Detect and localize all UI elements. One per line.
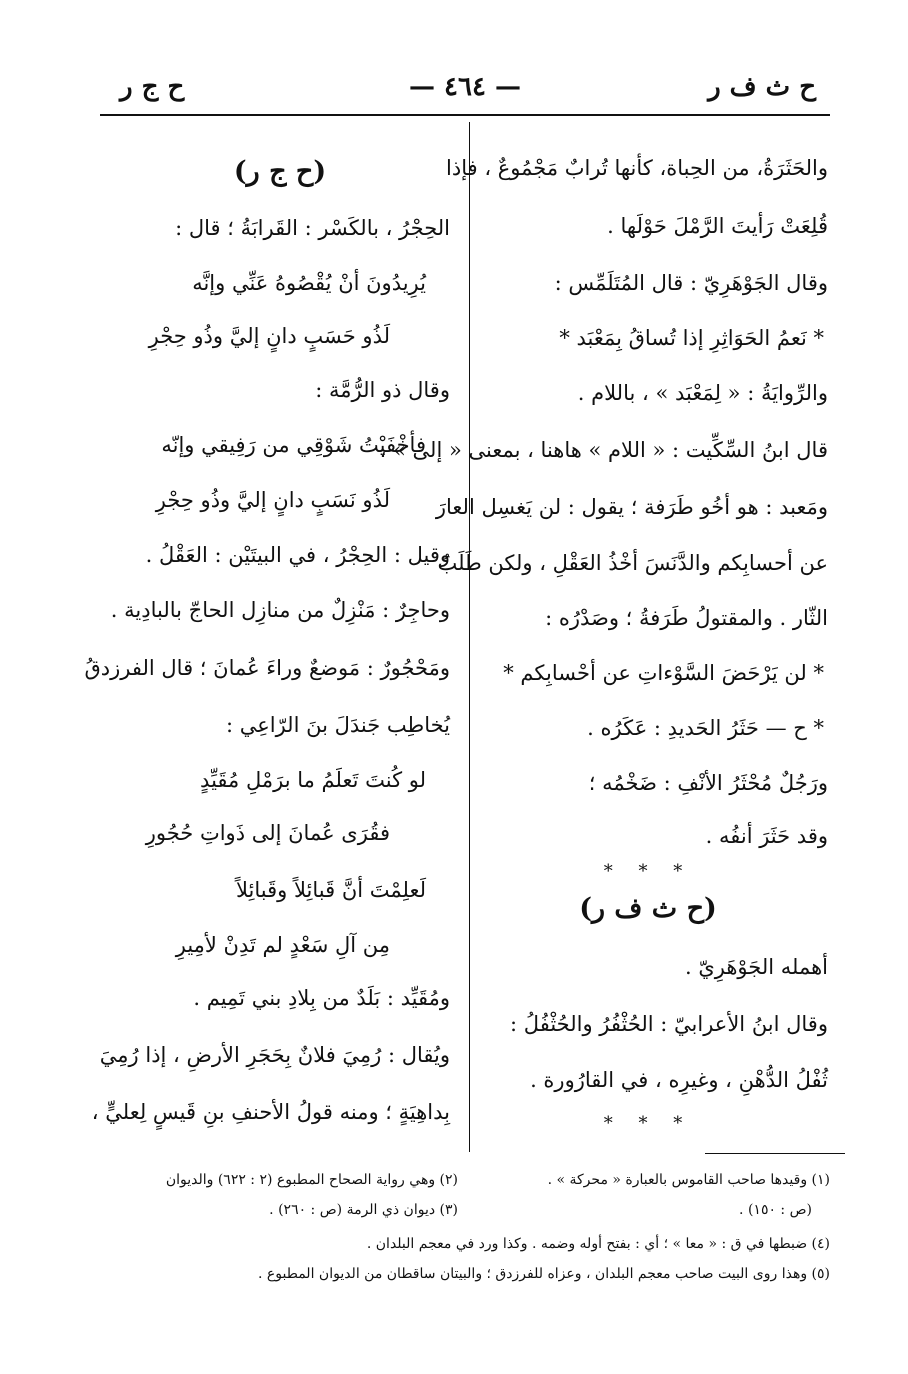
text-line: عن أحسابِكم والدَّنَسَ أخْذُ العَقْلِ ، ولكن طَلَبُ [437, 551, 828, 575]
text-line: ومَحْجُورٌ : مَوضعٌ وراءَ عُمانَ ؛ قال الفرزدقُ [84, 656, 450, 680]
verse-line: فقُرَى عُمانَ إلى ذَواتِ حُجُورِ [145, 821, 390, 845]
footnote: (٢) وهي رواية الصحاح المطبوع (٢ : ٦٢٢) والديوان [165, 1172, 458, 1188]
text-line: ويُقال : رُمِيَ فلانٌ بِحَجَرِ الأرضِ ، إذا رُمِيَ [99, 1043, 450, 1067]
text-line: ورَجُلٌ مُحْثَرُ الأنْفِ : ضَخْمُه ؛ [588, 771, 828, 795]
footnote: (١) وقيدها صاحب القاموس بالعبارة « محركة » . [547, 1172, 830, 1188]
verse-line: لَعلِمْتَ أنَّ قَبائِلاً وقَبائِلاً [236, 878, 426, 902]
section-separator: * * * [603, 861, 693, 882]
text-line: وحاجِرٌ : مَنْزِلٌ من منازِل الحاجّ بالبادِية . [110, 598, 450, 622]
entry-heading: (ح ث ف ر) [579, 893, 717, 924]
text-line: أهمله الجَوْهَرِيّ . [684, 955, 828, 979]
header-left-title: ح ج ر [120, 72, 185, 102]
verse-line: * لن يَرْحَضَ السَّوْءاتِ عن أحْسابِكم * [503, 661, 824, 685]
verse-line: مِن آلِ سَعْدٍ لم تَدِنْ لأمِيرِ [175, 933, 390, 957]
verse-line: لو كُنتَ تَعلَمُ ما برَمْلِ مُقَيِّدٍ [200, 768, 426, 792]
text-line: ومُقَيِّد : بَلَدٌ من بِلادِ بني تَمِيم . [193, 986, 450, 1010]
footnote-rule [705, 1153, 845, 1154]
text-line: والرِّوايَةُ : « لِمَعْبَد » ، باللام . [577, 381, 828, 405]
text-line: قُلِعَتْ رَأيتَ الرَّمْلَ حَوْلَها . [607, 214, 828, 238]
entry-heading: (ح ج ر) [233, 156, 327, 187]
footnote: (ص : ١٥٠) . [739, 1202, 812, 1218]
text-line: قال ابنُ السِّكِّيت : « اللام » هاهنا ، بمعنى « إلى » ، [379, 438, 828, 462]
page-header [100, 72, 830, 112]
text-line: وقيل : الحِجْرُ ، في البيتَيْن : العَقْلُ . [145, 543, 450, 567]
text-line: بِداهِيَةٍ ؛ ومنه قولُ الأحنفِ بنِ قَيسٍ لِعليٍّ ، [91, 1100, 450, 1124]
footnote: (٤) ضبطها في ق : « معا » ؛ أي : بفتح أوله وضمه . وكذا ورد في معجم البلدان . [366, 1236, 830, 1252]
column-divider [469, 122, 470, 1152]
footnote: (٣) ديوان ذي الرمة (ص : ٢٦٠) . [269, 1202, 458, 1218]
verse-line: لَذُو حَسَبٍ دانٍ إليَّ وذُو حِجْرِ [148, 324, 390, 348]
text-line: يُخاطِب جَندَلَ بنَ الرّاعِي : [225, 713, 450, 737]
header-right-title: ح ث ف ر [708, 72, 816, 102]
section-separator: * * * [603, 1113, 693, 1134]
text-line: ومَعبد : هو أخُو طَرَفة ؛ يقول : لن يَغسِل العارَ [435, 495, 828, 519]
text-line: وقال ابنُ الأعرابيّ : الحُثْفُرُ والحُثْفُلُ : [510, 1012, 828, 1036]
text-line: وقال الجَوْهَرِيّ : قال المُتَلَمِّس : [554, 271, 828, 295]
text-line: الثّار . والمقتولُ طَرَفةُ ؛ وصَدْرُه : [545, 606, 828, 630]
text-line: الحِجْرُ ، بالكَسْر : القَرابَةُ ؛ قال : [175, 216, 450, 240]
text-line: وقال ذو الرُّمَّة : [315, 378, 450, 402]
verse-line: يُرِيدُونَ أنْ يُقْصُوهُ عَنِّي وإنَّه [192, 271, 426, 295]
verse-line: لَذُو نَسَبٍ دانٍ إليَّ وذُو حِجْرِ [155, 488, 390, 512]
text-line: وقد حَثَرَ أنفُه . [705, 824, 828, 848]
header-rule [100, 114, 830, 116]
text-line: ثُفْلُ الدُّهْنِ ، وغيرِه ، في القارُورة . [530, 1068, 828, 1092]
text-line: والحَثَرَةُ، من الحِباة، كأنها تُرابٌ مَجْمُوعٌ ، فإذا [446, 156, 828, 180]
footnote: (٥) وهذا روى البيت صاحب معجم البلدان ، وعزاه للفرزدق ؛ والبيتان ساقطان من الديوان المطبوع . [258, 1266, 830, 1282]
verse-line: * نَعمُ الحَوَاثِرِ إذا تُساقُ بِمَعْبَد * [559, 326, 824, 350]
page-number: — ٤٦٤ — [408, 72, 522, 102]
text-line: * ح — حَثَرُ الحَديدِ : عَكَرُه . [587, 716, 824, 740]
verse-line: فأخْفَيْتُ شَوْقِي من رَفِيقي وإنّه [161, 433, 426, 457]
